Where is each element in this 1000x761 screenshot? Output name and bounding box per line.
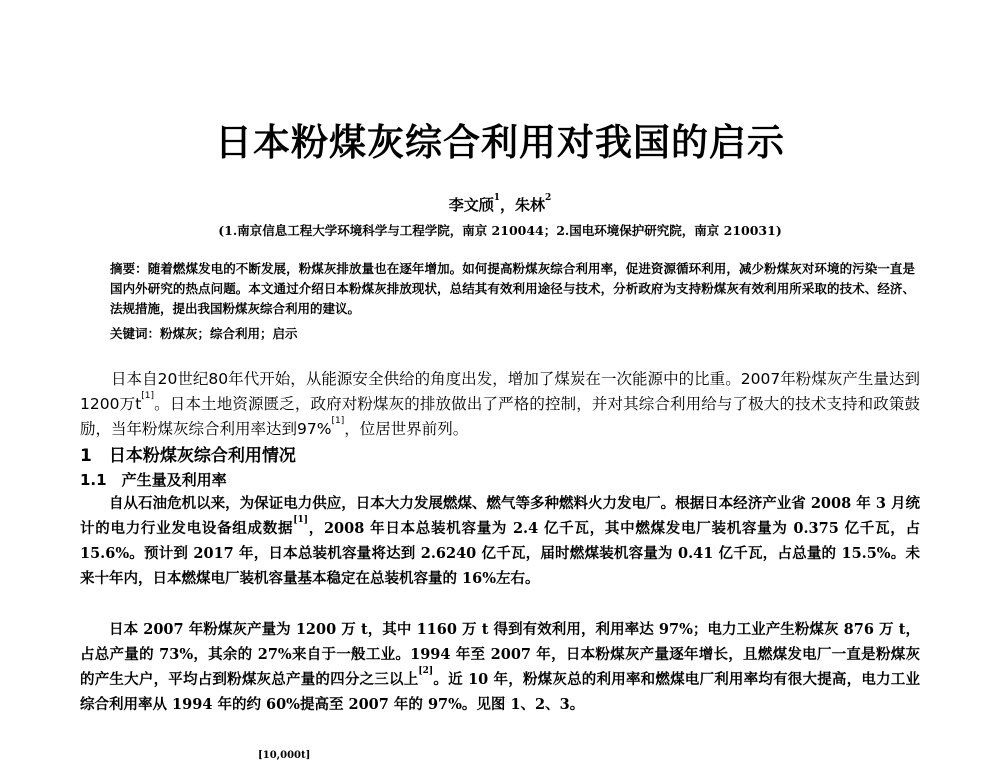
paper-title: 日本粉煤灰综合利用对我国的启示	[215, 121, 785, 164]
affiliation-line: (1.南京信息工程大学环境科学与工程学院，南京 210044；2.国电环境保护研究院，南京 210031)	[218, 223, 782, 238]
intro-paragraph	[80, 367, 920, 442]
capacity-citation: [1]	[293, 515, 308, 525]
intro-citation-2: [1]	[331, 416, 345, 426]
author-name-1: 李文颀	[448, 196, 494, 214]
capacity-text-2: ，2008 年日本总装机容量为 2.4 亿千瓦，其中燃煤发电厂装机容量为 0.375 亿千瓦，占 15.6%。预计到 2017 年，日本总装机容量将达到 2.6240 亿千瓦，届时燃煤装机容量为 0.41 亿千瓦，占总量的 15.5%。未来十年内，日本燃煤电厂装机容量基本稳定在总装机容量的 16%左右。	[80, 520, 920, 587]
intro-text-1: 日本自20世纪80年代开始，从能源安全供给的角度出发，增加了煤炭在一次能源中的比重。2007年粉煤灰产生量达到1200万t	[80, 370, 920, 413]
intro-citation-1: [1]	[141, 391, 155, 401]
abstract-label: 摘要：	[110, 261, 148, 276]
author-name-2: 朱林	[515, 196, 546, 214]
output-text-2: 。近 10 年，粉煤灰总的利用率和燃煤电厂利用率均有很大提高，电力工业综合利用率从 1994 年的约 60%提高至 2007 年的 97%。见图 1、2、3。	[80, 671, 920, 713]
abstract-block	[110, 259, 915, 319]
intro-text-3: ，位居世界前列。	[344, 420, 469, 438]
keywords-block	[110, 324, 915, 342]
subsection-heading-1-1: 1.1 产生量及利用率	[80, 471, 227, 489]
output-paragraph	[80, 617, 920, 717]
author-affil-mark-1: 1	[493, 193, 500, 203]
section-heading-1: 1 日本粉煤灰综合利用情况	[80, 446, 296, 466]
author-line	[0, 194, 1000, 215]
abstract-text: 随着燃煤发电的不断发展，粉煤灰排放量也在逐年增加。如何提高粉煤灰综合利用率，促进资源循环利用，减少粉煤灰对环境的污染一直是国内外研究的热点问题。本文通过介绍日本粉煤灰排放现状，总结其有效利用途径与技术，分析政府为支持粉煤灰有效利用所采取的技术、经济、法规措施，提出我国粉煤灰综合利用的建议。	[110, 261, 915, 316]
output-text-1: 日本 2007 年粉煤灰产量为 1200 万 t，其中 1160 万 t 得到有效利用，利用率达 97%；电力工业产生粉煤灰 876 万 t，占总产量的 73%，其余的 27%来自于一般工业。1994 年至 2007 年，日本粉煤灰产量逐年增长，且燃煤发电厂一直是粉煤灰的产生大户，平均占到粉煤灰总产量的四分之三以上	[80, 621, 920, 688]
author-separator: ，	[499, 196, 515, 214]
output-citation: [2]	[418, 666, 434, 676]
capacity-paragraph	[80, 491, 920, 591]
figure-axis-unit-label: [10,000t]	[258, 750, 311, 761]
intro-text-2: 。日本土地资源匮乏，政府对粉煤灰的排放做出了严格的控制，并对其综合利用给与了极大的技术支持和政策鼓励，当年粉煤灰综合利用率达到97%	[80, 395, 920, 438]
capacity-text-1: 自从石油危机以来，为保证电力供应，日本大力发展燃煤、燃气等多种燃料火力发电厂。根据日本经济产业省 2008 年 3 月统计的电力行业发电设备组成数据	[80, 495, 920, 537]
keywords-label: 关键词：	[110, 326, 161, 341]
keywords-text: 粉煤灰；综合利用；启示	[160, 326, 298, 341]
author-affil-mark-2: 2	[545, 193, 552, 203]
